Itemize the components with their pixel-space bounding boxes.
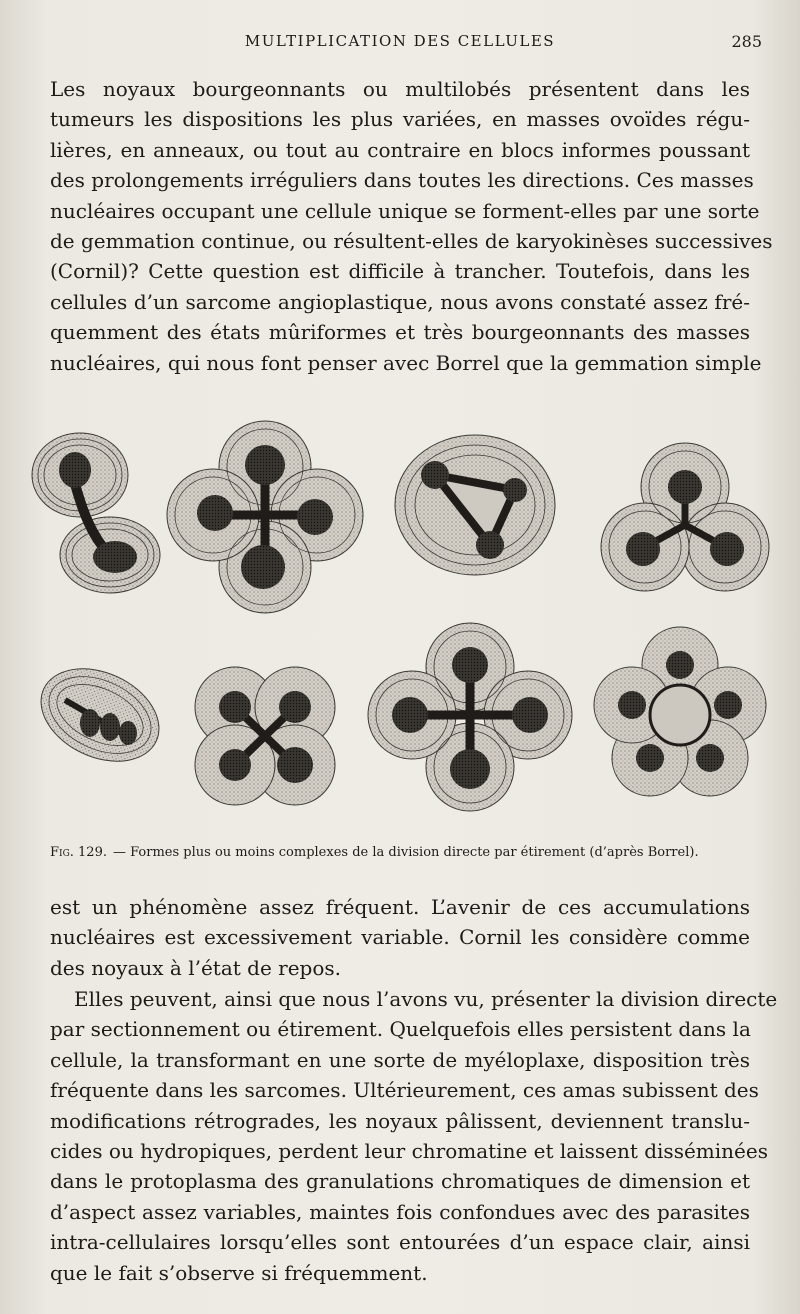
text-line: de gemmation continue, ou résultent-elles de karyokinèses successives xyxy=(50,229,773,254)
text-line: nucléaires, qui nous font penser avec Borrel que la gemmation simple xyxy=(50,350,762,375)
text-line: Elles peuvent, ainsi que nous l’avons vu, présenter la division directe xyxy=(74,987,778,1011)
text-line: des noyaux à l’état de repos. xyxy=(50,955,342,980)
cell-four-lobed-small xyxy=(195,667,335,805)
text-line: par sectionnement ou étirement. Quelquefois elles persistent dans la xyxy=(50,1017,751,1042)
text-line: modifications rétrogrades, les noyaux pâlissent, deviennent translu- xyxy=(50,1108,750,1133)
cell-clover xyxy=(601,443,769,591)
figure-caption xyxy=(50,845,760,860)
text-line: lières, en anneaux, ou tout au contraire en blocs informes poussant xyxy=(50,137,750,162)
text-line: (Cornil)? Cette question est difficile à trancher. Toutefois, dans les xyxy=(50,259,750,284)
running-head xyxy=(60,32,762,54)
figure-129-illustration xyxy=(20,415,780,830)
paragraph-next xyxy=(50,984,778,1288)
cell-division-drawings xyxy=(20,415,780,830)
text-line: cides ou hydropiques, perdent leur chromatine et laissent disséminées xyxy=(50,1139,768,1164)
page-number: 285 xyxy=(731,32,762,51)
cell-leaf xyxy=(26,651,174,780)
paragraph-top xyxy=(50,74,773,378)
text-line: cellules d’un sarcome angioplastique, nous avons constaté assez fré- xyxy=(50,289,750,314)
paragraph-continue xyxy=(50,892,750,983)
text-line: cellule, la transformant en une sorte de myéloplaxe, disposition très xyxy=(50,1047,750,1072)
cell-rosette xyxy=(594,627,766,796)
cell-dumbbell xyxy=(32,433,160,593)
cell-four-lobed-large xyxy=(368,623,572,811)
text-line: fréquente dans les sarcomes. Ultérieurement, ces amas subissent des xyxy=(50,1078,759,1103)
text-line: que le fait s’observe si fréquemment. xyxy=(50,1260,428,1285)
cell-four-lobed xyxy=(167,421,363,613)
text-line: nucléaires occupant une cellule unique se forment-elles par une sorte xyxy=(50,198,760,223)
text-line: tumeurs les dispositions les plus variées, en masses ovoïdes régu- xyxy=(50,107,750,132)
text-line: des prolongements irréguliers dans toutes les directions. Ces masses xyxy=(50,168,754,193)
text-line: dans le protoplasma des granulations chromatiques de dimension et xyxy=(50,1169,750,1194)
text-line: Les noyaux bourgeonnants ou multilobés présentent dans les xyxy=(50,77,750,101)
cell-triangular xyxy=(395,435,555,575)
text-line: quemment des états mûriformes et très bourgeonnants des masses xyxy=(50,320,750,345)
text-line: intra-cellulaires lorsqu’elles sont entourées d’un espace clair, ainsi xyxy=(50,1230,750,1255)
running-head-title: MULTIPLICATION DES CELLULES xyxy=(244,32,556,50)
figure-label: Fig. 129. xyxy=(50,845,107,860)
text-line: d’aspect assez variables, maintes fois confondues avec des parasites xyxy=(50,1199,750,1224)
text-line: est un phénomène assez fréquent. L’avenir de ces accumulations xyxy=(50,895,750,919)
text-line: nucléaires est excessivement variable. Cornil les considère comme xyxy=(50,925,750,950)
figure-caption-text: — Formes plus ou moins complexes de la division directe par étirement (d’après Borrel). xyxy=(112,845,699,860)
